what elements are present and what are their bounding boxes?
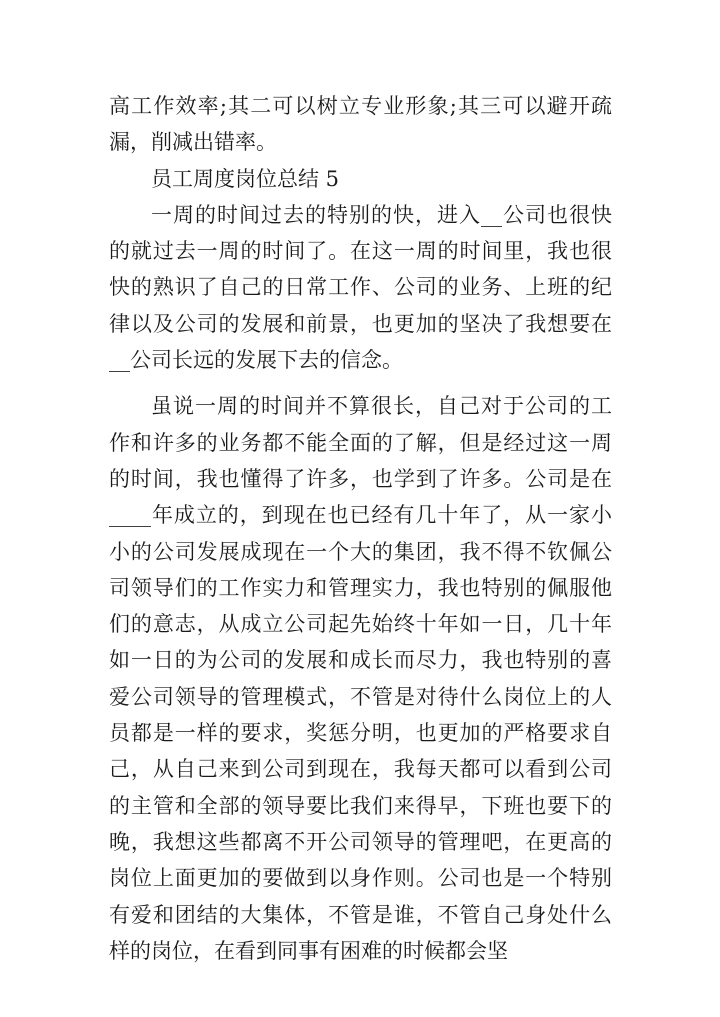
continuation-paragraph: 高工作效率;其二可以树立专业形象;其三可以避开疏漏，削减出错率。 (109, 94, 612, 155)
paragraph-1: 一周的时间过去的特别的快，进入__公司也很快的就过去一周的时间了。在这一周的时间里，我也很快的熟识了自己的日常工作、公司的业务、上班的纪律以及公司的发展和前景，也更加的坚决了我想要在__公司长远的发展下去的信念。 (109, 202, 612, 373)
paragraph-2: 虽说一周的时间并不算很长，自己对于公司的工作和许多的业务都不能全面的了解，但是经过这一周的时间，我也懂得了许多，也学到了许多。公司是在____年成立的，到现在也已经有几十年了，从一家小小的公司发展成现在一个大的集团，我不得不钦佩公司领导们的工作实力和管理实力，我也特别的佩服他们的意志，从成立公司起先始终十年如一日，几十年如一日的为公司的发展和成长而尽力，我也特别的喜爱公司领导的管理模式，不管是对待什么岗位上的人员都是一样的要求，奖惩分明，也更加的严格要求自己，从自己来到公司到现在，我每天都可以看到公司的主管和全部的领导要比我们来得早，下班也要下的晚，我想这些都离不开公司领导的管理吧，在更高的岗位上面更加的要做到以身作则。公司也是一个特别有爱和团结的大集体，不管是谁，不管自己身处什么样的岗位，在看到同事有困难的时候都会坚 (109, 394, 612, 963)
section-heading: 员工周度岗位总结 5 (151, 166, 340, 191)
document-body (109, 88, 612, 969)
